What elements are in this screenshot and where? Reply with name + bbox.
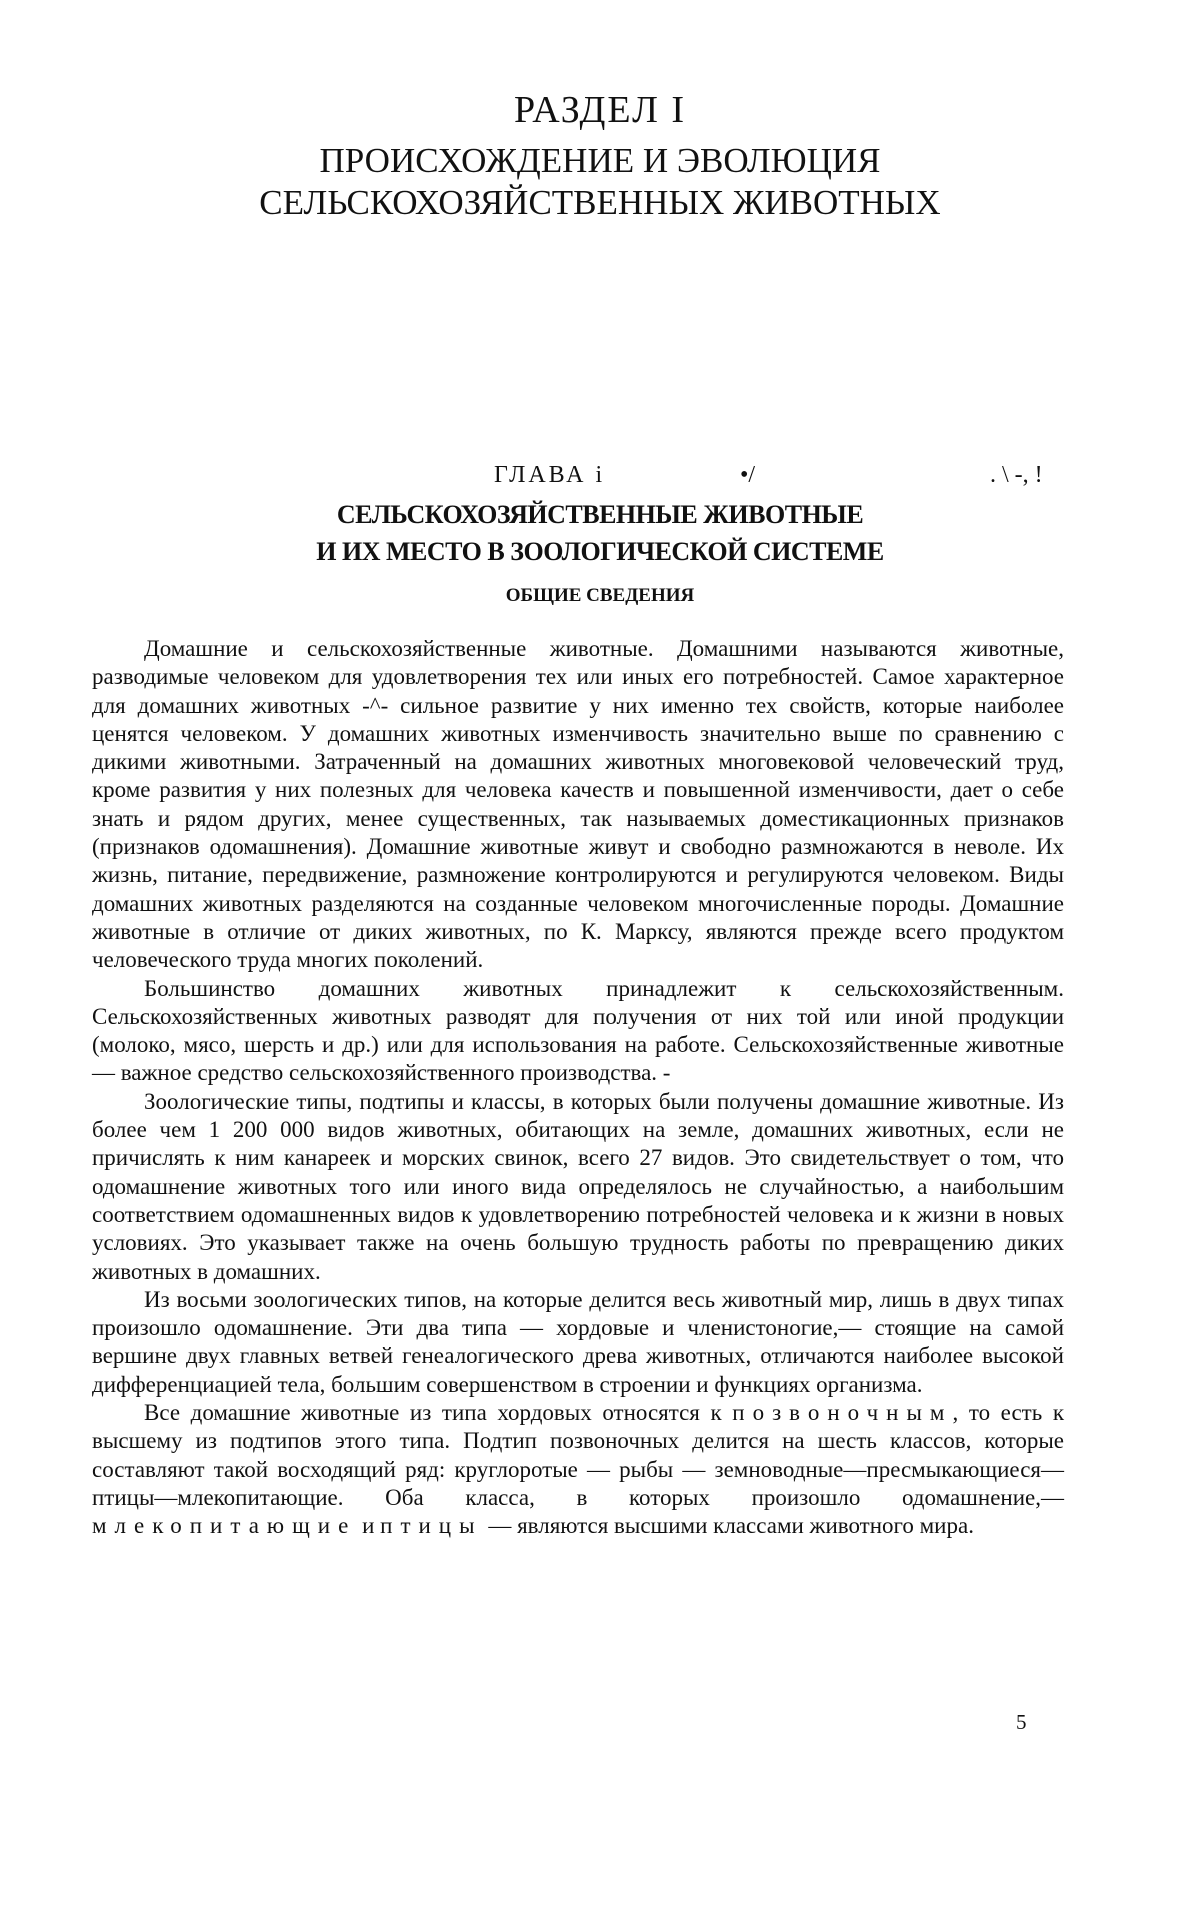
emphasis-vertebrates: позвоночным xyxy=(732,1400,953,1426)
paragraph-3: Зоологические типы, подтипы и классы, в которых были получены домашние животные. Из более чем 1 200 000 видов животных, обитающих на земле, домашних животных, если не причислять к ним канареек и морских свинок, всего 27 видов. Это свидетельствует о том, что одомашнение животных того или иного вида определялось не случайностью, а наибольшим соответствием одомашненных видов к удовлетворению потребностей человека и к жизни в новых условиях. Это указывает также на очень большую трудность работы по превращению диких животных в домашних. xyxy=(92,1088,1064,1284)
paragraph-5-part-g: — являются высшими классами животного мира. xyxy=(482,1513,974,1539)
chapter-title-line-1: СЕЛЬСКОХОЗЯЙСТВЕННЫЕ ЖИВОТНЫЕ xyxy=(336,500,864,529)
paragraph-4: Из восьми зоологических типов, на которые делится весь животный мир, лишь в двух типах произошло одомашнение. Эти два типа — хордовые и членистоногие,— стоящие на самой вершине двух главных ветвей генеалогического древа животных, отличаются наиболее высокой дифференциацией тела, большим совершенством в строении и функциях организма. xyxy=(92,1286,1064,1397)
section-subtitle-line-1: ПРОИСХОЖДЕНИЕ И ЭВОЛЮЦИЯ xyxy=(319,141,881,180)
chapter-title xyxy=(0,496,1200,570)
section-subheading: ОБЩИЕ СВЕДЕНИЯ xyxy=(505,585,695,606)
scan-artifact-1: •/ xyxy=(740,462,756,488)
body-text xyxy=(92,635,1064,1541)
emphasis-birds: птицы xyxy=(380,1513,483,1539)
paragraph-1: Домашние и сельскохозяйственные животные. Домашними называются животные, разводимые человеком для удовлетворения тех или иных его потребностей. Самое характерное для домашних животных -^- сильное развитие у них именно тех свойств, которые наиболее ценятся человеком. У домашних животных изменчивость значительно выше по сравнению с дикими животными. Затраченный на домашних животных многовековой человеческий труд, кроме развития у них полезных для человека качеств и повышенной изменчивости, дает о себе знать и рядом других, менее существенных, так называемых доместикационных признаков (признаков одомашнения). Домашние животные живут и свободно размножаются в неволе. Их жизнь, питание, передвижение, размножение контролируются и регулируются человеком. Виды домашних животных разделяются на созданные человеком многочисленные породы. Домашние животные в отличие от диких животных, по К. Марксу, являются прежде всего продуктом человеческого труда многих поколений. xyxy=(92,636,1064,973)
paragraph-5-part-c: , то есть к высшему из подтипов этого типа. Подтип позвоночных делится на шесть классов, которые составляют такой восходящий ряд: круглоротые — рыбы — земноводные—пресмыкающиеся—птицы—млекопитающие. Оба класса, в которых произошло одомашнение,— xyxy=(92,1400,1064,1510)
section-subtitle xyxy=(0,140,1200,224)
chapter-title-line-2: И ИХ МЕСТО В ЗООЛОГИЧЕСКОЙ СИСТЕМЕ xyxy=(316,537,884,566)
paragraph-5 xyxy=(92,1399,1064,1540)
paragraph-5-part-e: и xyxy=(356,1513,381,1539)
paragraph-5-part-a: Все домашние животные из типа хордовых относятся к xyxy=(144,1400,733,1426)
paragraph-2: Большинство домашних животных принадлежит к сельскохозяйственным. Сельскохозяйственных животных разводят для получения от них той или иной продукции (молоко, мясо, шерсть и др.) или для использования на работе. Сельскохозяйственные животные — важное средство сельскохозяйственного производства. - xyxy=(92,975,1064,1086)
section-subtitle-line-2: СЕЛЬСКОХОЗЯЙСТВЕННЫХ ЖИВОТНЫХ xyxy=(259,183,941,222)
emphasis-mammals: млекопитающие xyxy=(92,1513,357,1539)
page-number: 5 xyxy=(1016,1710,1027,1734)
chapter-label: ГЛАВА i xyxy=(494,462,606,488)
scan-artifact-2: . \ -, ! xyxy=(990,462,1043,488)
section-title: РАЗДЕЛ I xyxy=(513,89,687,131)
